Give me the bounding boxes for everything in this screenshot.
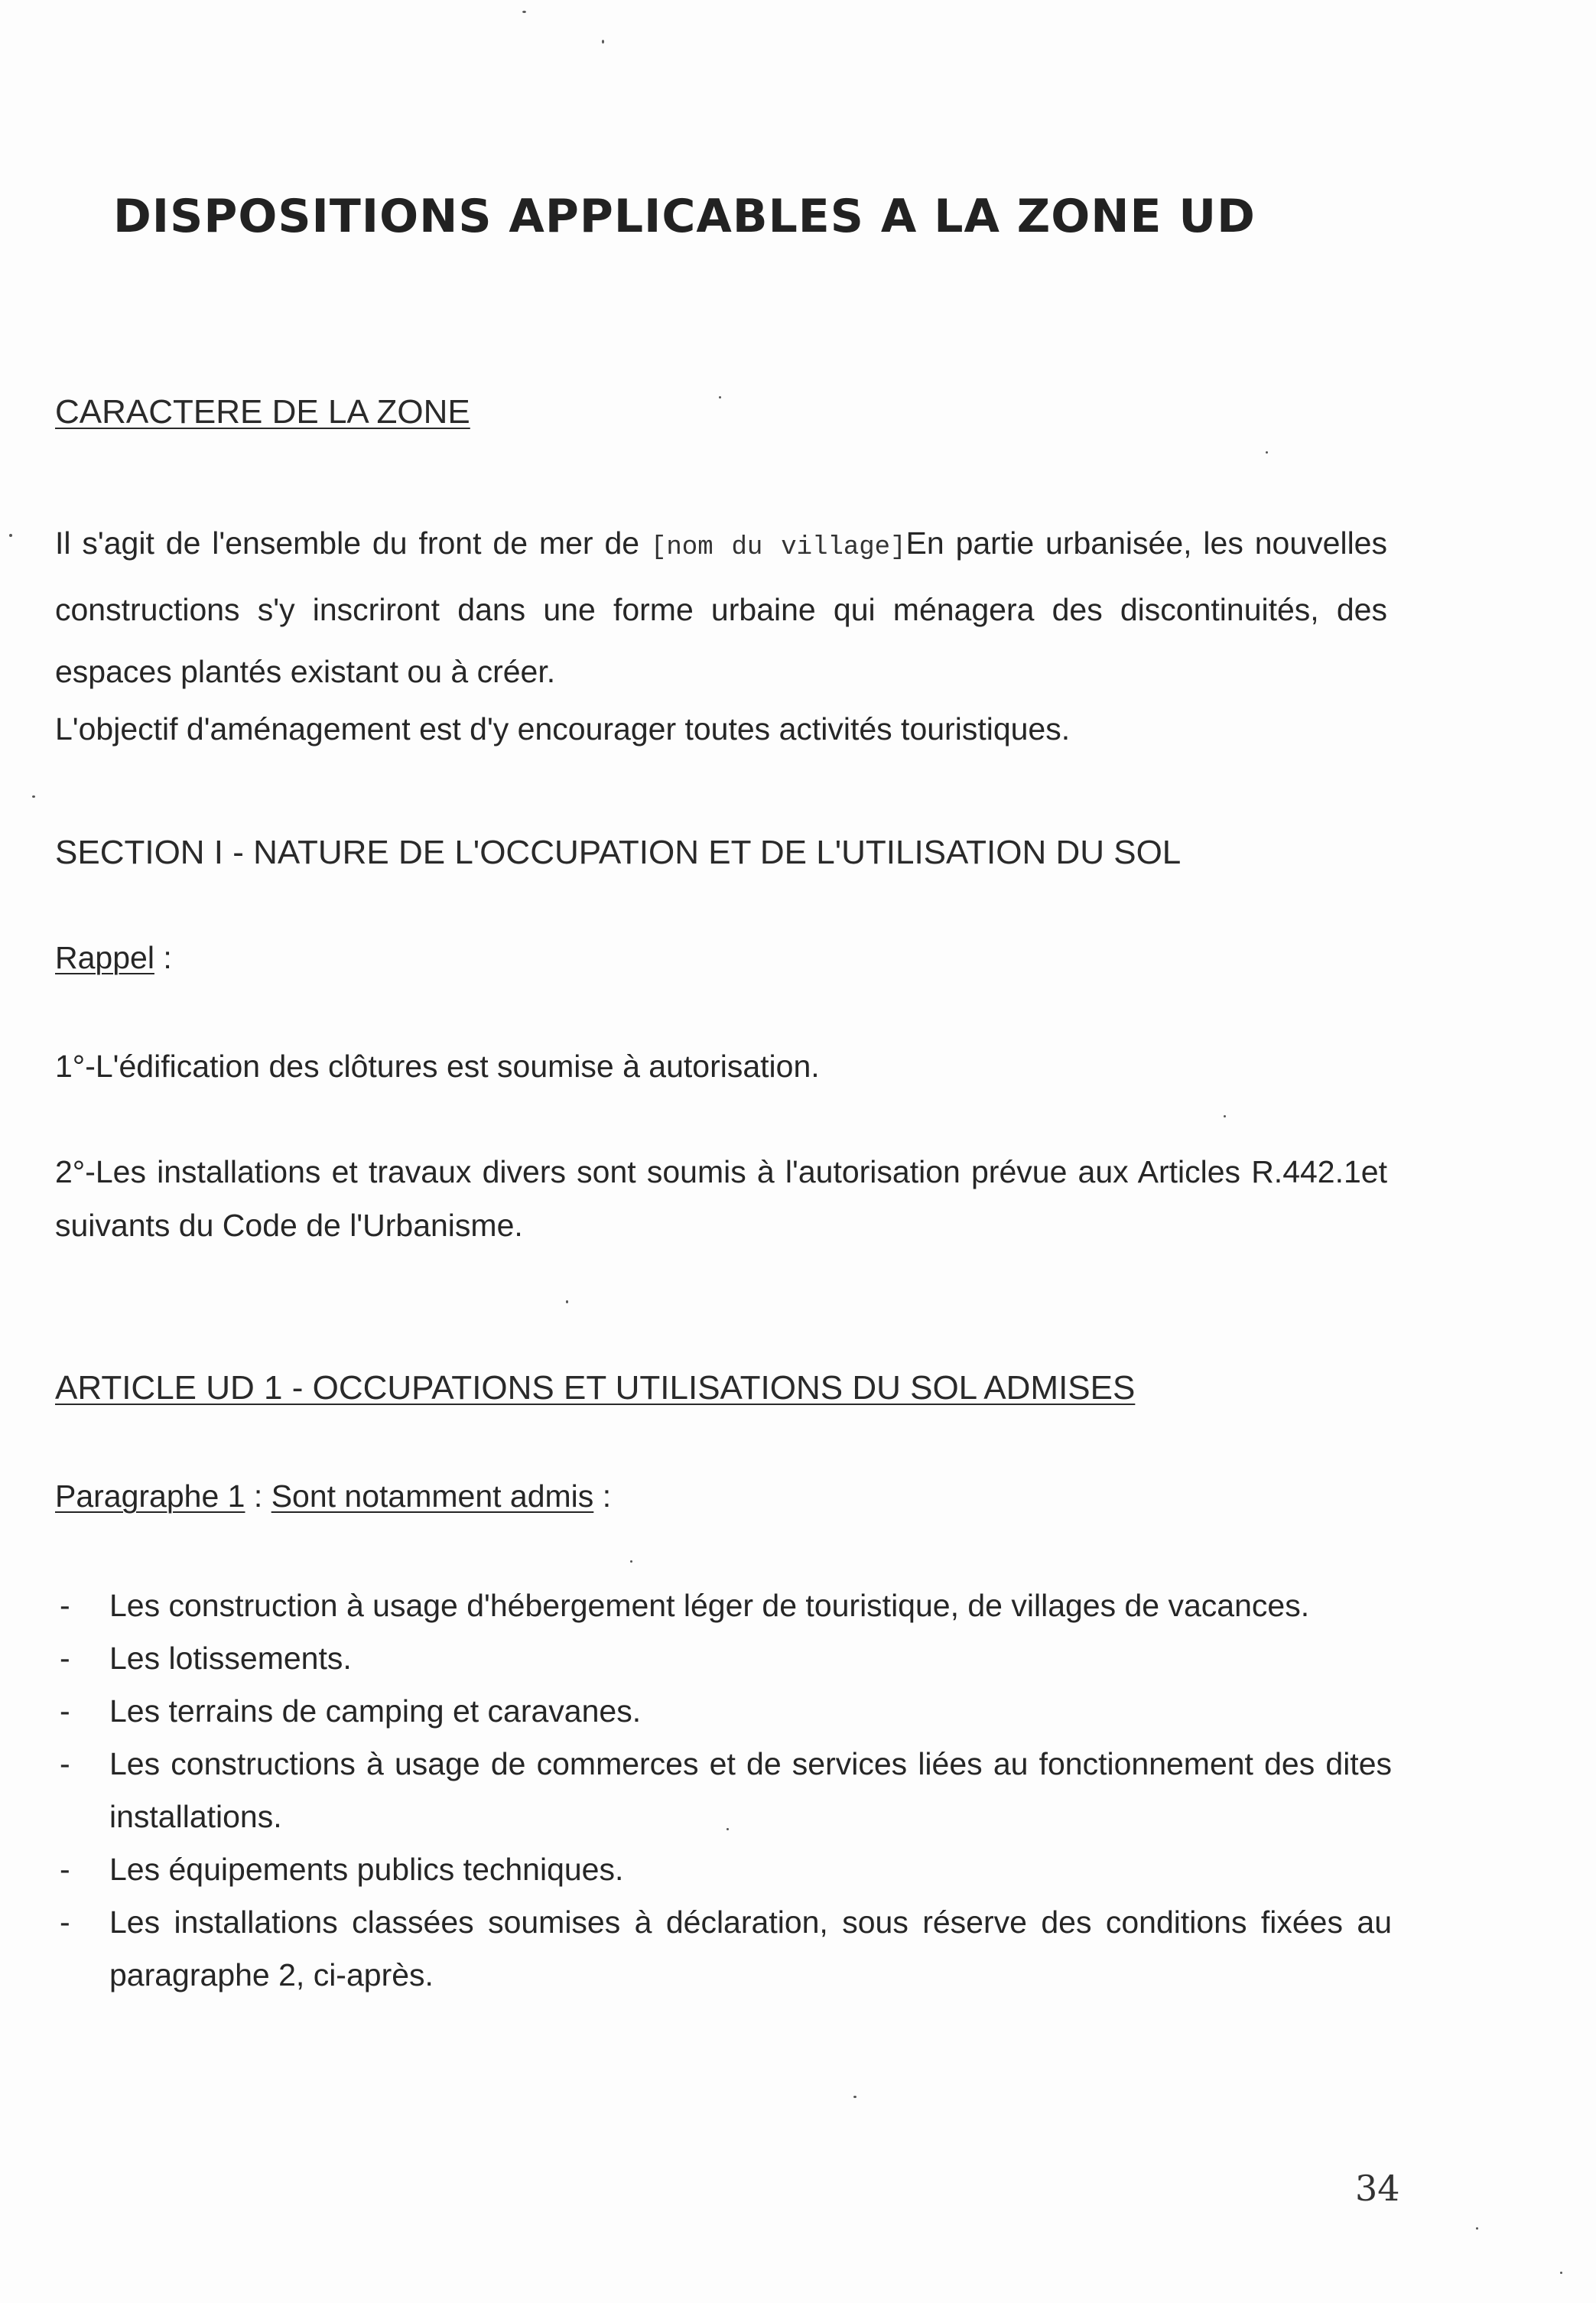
village-name-placeholder: [nom du village] — [650, 533, 906, 562]
paragraph-1-sep: : — [253, 1478, 263, 1514]
caractere-heading-text: CARACTERE DE LA ZONE — [55, 393, 470, 431]
list-item-text: Les constructions à usage de commerces et de services liées au fonctionnement des dites installations. — [109, 1746, 1392, 1834]
scan-speck — [522, 11, 526, 13]
list-item — [55, 1579, 1392, 1632]
rappel-label: Rappel — [55, 940, 154, 975]
list-item-text: Les équipements publics techniques. — [109, 1852, 624, 1887]
bullet-dash: - — [60, 1588, 70, 1623]
rappel-line — [55, 927, 1387, 989]
rappel-item-2: 2°-Les installations et travaux divers sont soumis à l'autorisation prévue aux Articles R.442.1et suivants du Code de l'Urbanisme. — [55, 1154, 1387, 1243]
paragraph-1-heading — [55, 1465, 1387, 1527]
list-item — [55, 1843, 1392, 1896]
page-number: 34 — [1355, 2168, 1400, 2209]
scan-speck — [602, 40, 604, 44]
admitted-uses-list — [55, 1579, 1392, 2002]
scan-speck — [32, 795, 35, 798]
scan-speck — [1224, 1115, 1226, 1117]
caractere-intro-paragraph — [55, 512, 1387, 703]
scan-speck — [1266, 451, 1268, 454]
scan-speck — [1560, 2272, 1562, 2274]
scan-speck — [9, 534, 12, 537]
paragraph-1-colon: : — [602, 1478, 612, 1514]
list-item-text: Les terrains de camping et caravanes. — [109, 1693, 642, 1729]
rappel-colon: : — [163, 940, 172, 975]
list-item-text: Les construction à usage d'hébergement léger de touristique, de villages de vacances. — [109, 1588, 1310, 1623]
section1-heading: SECTION I - NATURE DE L'OCCUPATION ET DE L'UTILISATION DU SOL — [55, 834, 1182, 871]
bullet-dash: - — [60, 1746, 70, 1781]
scan-speck — [719, 396, 721, 398]
bullet-dash: - — [60, 1852, 70, 1887]
paragraph-1-label: Paragraphe 1 — [55, 1478, 245, 1514]
list-item-text: Les lotissements. — [109, 1641, 352, 1676]
list-item — [55, 1738, 1392, 1843]
scan-speck — [630, 1560, 632, 1563]
article-heading — [55, 1369, 1135, 1407]
list-item — [55, 1685, 1392, 1738]
list-item — [55, 1896, 1392, 2002]
rappel-item-1: 1°-L'édification des clôtures est soumise à autorisation. — [55, 1049, 820, 1084]
bullet-dash: - — [60, 1641, 70, 1676]
article-heading-text: ARTICLE UD 1 - OCCUPATIONS ET UTILISATIONS DU SOL ADMISES — [55, 1369, 1136, 1407]
bullet-dash: - — [60, 1693, 70, 1729]
list-item — [55, 1632, 1392, 1685]
caractere-heading — [55, 393, 470, 431]
scan-speck — [726, 1828, 729, 1830]
scan-speck — [566, 1300, 568, 1303]
scan-speck — [1476, 2227, 1478, 2230]
scan-speck — [853, 2096, 857, 2098]
objective-paragraph: L'objectif d'aménagement est d'y encourager toutes activités touristiques. — [55, 711, 1071, 747]
intro-text-before: Il s'agit de l'ensemble du front de mer de — [55, 525, 640, 561]
list-item-text: Les installations classées soumises à déclaration, sous réserve des conditions fixées au paragraphe 2, ci-après. — [109, 1905, 1392, 1992]
intro-text-after: En partie urbanisée, les nouvelles constructions s'y inscriront dans une forme urbaine qui ménagera des discontinuités, des espaces plantés existant ou à créer. — [55, 525, 1387, 689]
paragraph-1-title: Sont notamment admis — [271, 1478, 594, 1514]
bullet-dash: - — [60, 1905, 70, 1940]
page-title: DISPOSITIONS APPLICABLES A LA ZONE UD — [113, 190, 1256, 243]
